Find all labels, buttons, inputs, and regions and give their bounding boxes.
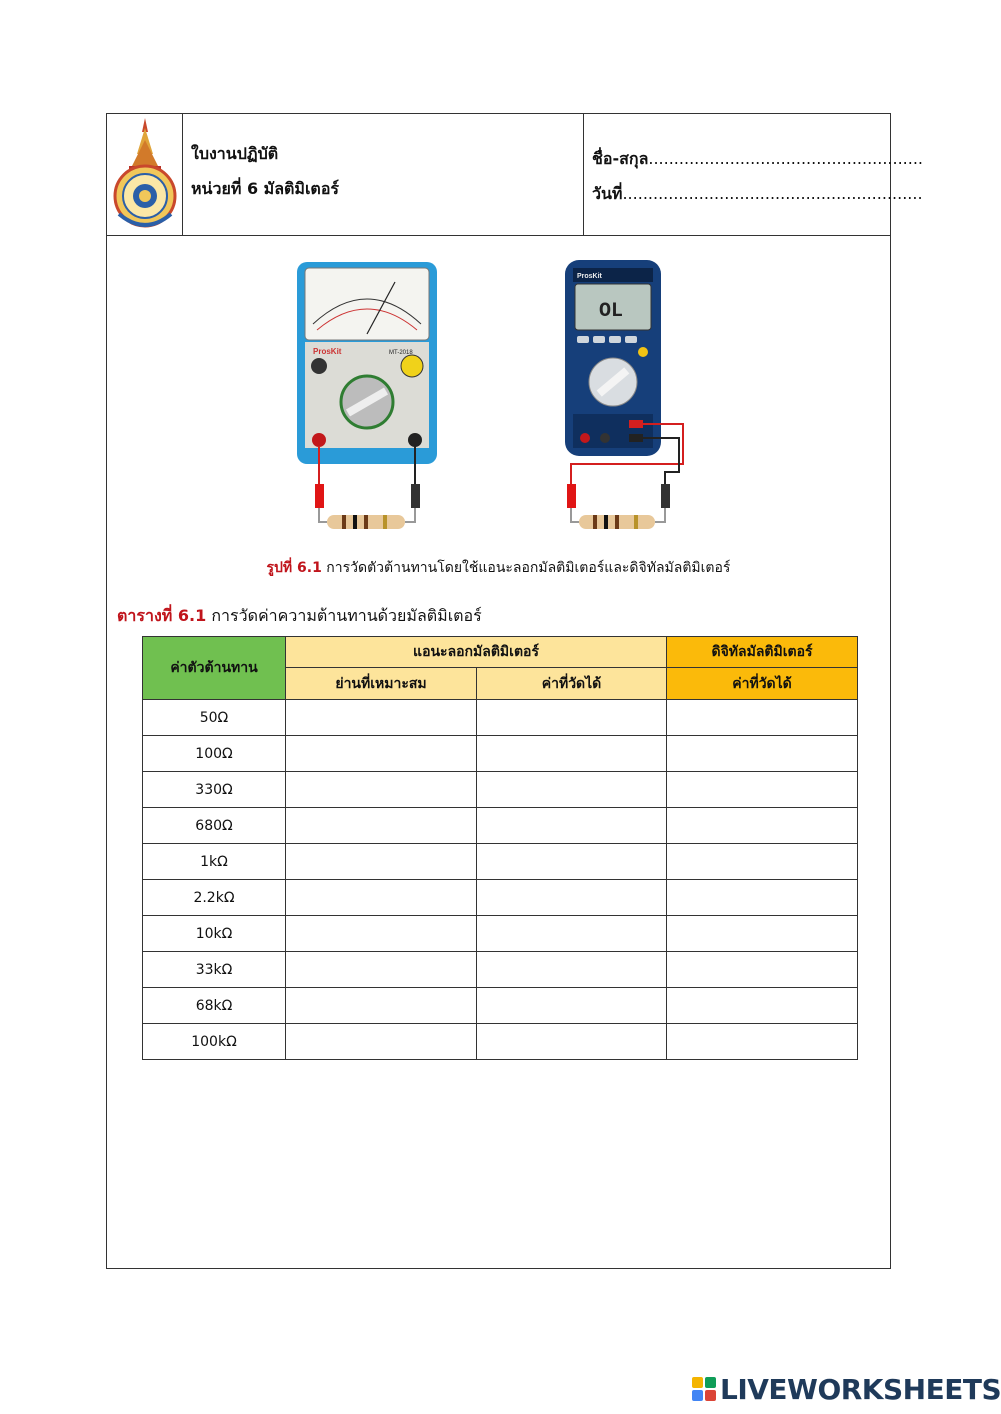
- name-field[interactable]: [592, 147, 924, 172]
- name-label: ชื่อ-สกุล: [592, 149, 649, 168]
- digital-value-cell[interactable]: [667, 772, 858, 808]
- digital-value-cell[interactable]: [667, 952, 858, 988]
- range-cell[interactable]: [286, 808, 477, 844]
- analog-value-cell[interactable]: [477, 988, 667, 1024]
- analog-value-cell[interactable]: [477, 844, 667, 880]
- analog-value-cell[interactable]: [477, 808, 667, 844]
- header-analog-measured: ค่าที่วัดได้: [477, 668, 667, 700]
- analog-multimeter: [297, 262, 437, 464]
- table-caption-label: ตารางที่ 6.1: [117, 606, 207, 625]
- table-row: [143, 700, 858, 736]
- watermark-text: LIVEWORKSHEETS: [720, 1372, 1001, 1406]
- table-row: [143, 808, 858, 844]
- multimeter-figure: [287, 254, 707, 544]
- university-logo-icon: [107, 114, 183, 235]
- table-row: [143, 988, 858, 1024]
- worksheet-frame: [106, 113, 924, 1269]
- range-cell[interactable]: [286, 916, 477, 952]
- range-cell[interactable]: [286, 988, 477, 1024]
- liveworksheets-logo-icon: [692, 1377, 716, 1401]
- range-cell[interactable]: [286, 880, 477, 916]
- header-digital-measured: ค่าที่วัดได้: [667, 668, 858, 700]
- date-label: วันที่: [592, 184, 623, 203]
- digital-value-cell[interactable]: [667, 844, 858, 880]
- resistor-value: 100Ω: [143, 736, 286, 772]
- analog-value-cell[interactable]: [477, 952, 667, 988]
- resistor-value: 330Ω: [143, 772, 286, 808]
- resistance-table: [142, 636, 858, 1060]
- digital-value-cell[interactable]: [667, 1024, 858, 1060]
- analog-brand-label: ProsKit: [313, 347, 342, 356]
- digital-value-cell[interactable]: [667, 988, 858, 1024]
- worksheet-header: [107, 114, 924, 236]
- digital-value-cell[interactable]: [667, 880, 858, 916]
- date-dots: ...........................................................: [622, 184, 923, 203]
- resistor-value: 1kΩ: [143, 844, 286, 880]
- resistor-value: 33kΩ: [143, 952, 286, 988]
- analog-value-cell[interactable]: [477, 772, 667, 808]
- range-cell[interactable]: [286, 700, 477, 736]
- digital-value-cell[interactable]: [667, 700, 858, 736]
- digital-value-cell[interactable]: [667, 916, 858, 952]
- analog-value-cell[interactable]: [477, 1024, 667, 1060]
- resistor-value: 2.2kΩ: [143, 880, 286, 916]
- student-info-cell: [583, 114, 924, 235]
- table-row: [143, 772, 858, 808]
- header-suitable-range: ย่านที่เหมาะสม: [286, 668, 477, 700]
- range-cell[interactable]: [286, 772, 477, 808]
- figure-caption: [107, 557, 890, 579]
- date-field[interactable]: [592, 182, 923, 207]
- header-digital-group: ดิจิทัลมัลติมิเตอร์: [667, 637, 858, 668]
- liveworksheets-watermark: [692, 1373, 1001, 1405]
- range-cell[interactable]: [286, 736, 477, 772]
- range-cell[interactable]: [286, 1024, 477, 1060]
- header-analog-group: แอนะลอกมัลติมิเตอร์: [286, 637, 667, 668]
- table-row: [143, 916, 858, 952]
- resistor-value: 100kΩ: [143, 1024, 286, 1060]
- worksheet-title: ใบงานปฏิบัติ: [191, 144, 279, 163]
- range-cell[interactable]: [286, 952, 477, 988]
- title-cell: [183, 114, 583, 235]
- resistor-value: 50Ω: [143, 700, 286, 736]
- resistor-value: 68kΩ: [143, 988, 286, 1024]
- digital-display-readout: OL: [599, 300, 624, 323]
- digital-value-cell[interactable]: [667, 808, 858, 844]
- table-row: [143, 844, 858, 880]
- analog-value-cell[interactable]: [477, 700, 667, 736]
- digital-value-cell[interactable]: [667, 736, 858, 772]
- analog-value-cell[interactable]: [477, 880, 667, 916]
- analog-value-cell[interactable]: [477, 916, 667, 952]
- digital-brand-label: ProsKit: [577, 273, 602, 280]
- range-cell[interactable]: [286, 844, 477, 880]
- figure-caption-label: รูปที่ 6.1: [266, 560, 322, 576]
- logo-cell: [107, 114, 183, 235]
- resistor-value: 10kΩ: [143, 916, 286, 952]
- table-row: [143, 952, 858, 988]
- table-caption: [117, 604, 482, 629]
- figure-caption-text: การวัดตัวต้านทานโดยใช้แอนะลอกมัลติมิเตอร์และดิจิทัลมัลติมิเตอร์: [326, 560, 731, 576]
- table-row: [143, 880, 858, 916]
- analog-model-label: MT-2018: [389, 350, 413, 356]
- header-resistor-value: ค่าตัวต้านทาน: [143, 637, 286, 700]
- table-row: [143, 1024, 858, 1060]
- table-row: [143, 736, 858, 772]
- name-dots: ......................................................: [648, 149, 924, 168]
- digital-multimeter: [565, 260, 661, 456]
- unit-title: หน่วยที่ 6 มัลติมิเตอร์: [191, 179, 340, 198]
- resistor-value: 680Ω: [143, 808, 286, 844]
- analog-value-cell[interactable]: [477, 736, 667, 772]
- table-caption-text: การวัดค่าความต้านทานด้วยมัลติมิเตอร์: [211, 606, 482, 625]
